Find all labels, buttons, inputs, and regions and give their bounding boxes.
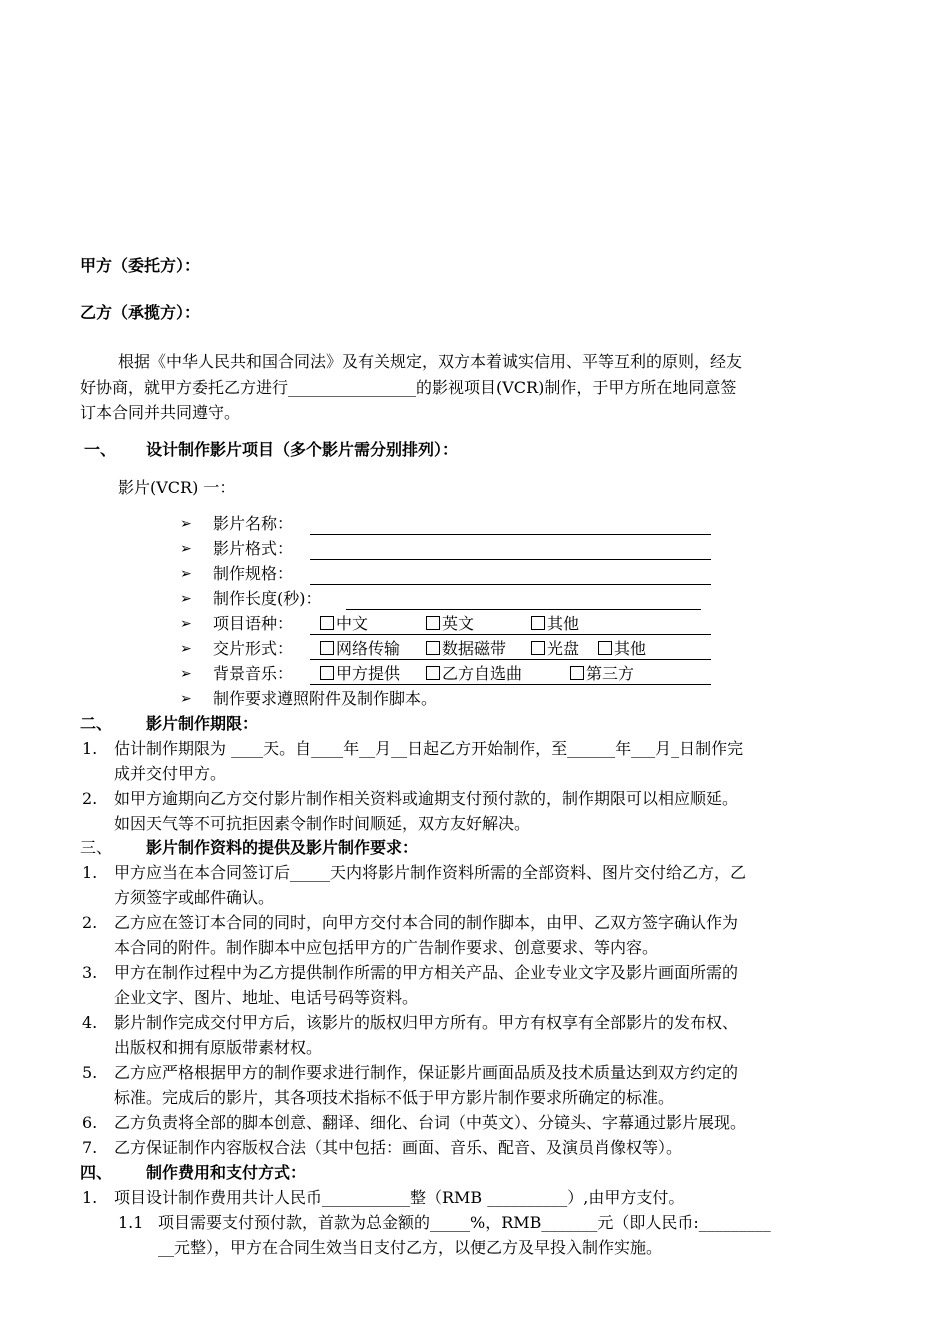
section-1-number: 一、: [84, 440, 117, 459]
production-spec-label: 制作规格：: [213, 564, 294, 583]
clause-number: 2.: [82, 789, 98, 808]
music-option-third-party[interactable]: 第三方: [570, 663, 634, 685]
intro-line-2: 好协商，就甲方委托乙方进行________________的影视项目(VCR)制作，于甲方所在地同意签: [80, 378, 737, 397]
clause-number: 1.: [82, 863, 98, 882]
checkbox-icon[interactable]: [320, 616, 334, 630]
bullet-icon: ➢: [180, 666, 192, 682]
language-option-english[interactable]: 英文: [426, 613, 474, 635]
checkbox-icon[interactable]: [320, 666, 334, 680]
section-3-clause-6-line-1: 乙方负责将全部的脚本创意、翻译、细化、台词（中英文）、分镜头、字幕通过影片展现。: [114, 1113, 747, 1132]
bullet-icon: ➢: [180, 616, 192, 632]
delivery-option-network[interactable]: 网络传输: [320, 638, 400, 660]
bullet-icon: ➢: [180, 641, 192, 657]
clause-number: 6.: [82, 1113, 98, 1132]
subclause-number: 1.1: [118, 1213, 144, 1232]
intro-line-1: 根据《中华人民共和国合同法》及有关规定，双方本着诚实信用、平等互利的原则，经友: [118, 352, 743, 371]
language-option-other[interactable]: 其他: [531, 613, 579, 635]
section-3-title: 影片制作资料的提供及影片制作要求：: [146, 838, 419, 857]
music-option-party-b[interactable]: 乙方自选曲: [426, 663, 522, 685]
section-2-clause-2-line-2: 如因天气等不可抗拒因素令制作时间顺延，双方友好解决。: [114, 814, 531, 833]
section-4-number: 四、: [80, 1163, 113, 1182]
bullet-icon: ➢: [180, 516, 192, 532]
section-4-clause-1-1-line-1: 项目需要支付预付款，首款为总金额的_____%，RMB_______元（即人民币:_________: [158, 1213, 771, 1232]
project-language-label: 项目语种：: [213, 614, 294, 633]
party-b-label: 乙方（承揽方）：: [80, 303, 201, 322]
project-language-line: [310, 610, 711, 635]
section-2-clause-2-line-1: 如甲方逾期向乙方交付影片制作相关资料或逾期支付预付款的，制作期限可以相应顺延。: [114, 789, 739, 808]
film-name-field[interactable]: [310, 510, 711, 535]
section-4-title: 制作费用和支付方式：: [146, 1163, 307, 1182]
music-option-party-a[interactable]: 甲方提供: [320, 663, 400, 685]
clause-number: 5.: [82, 1063, 98, 1082]
section-3-clause-5-line-2: 标准。完成后的影片，其各项技术指标不低于甲方影片制作要求所确定的标准。: [114, 1088, 675, 1107]
bullet-icon: ➢: [180, 541, 192, 557]
production-requirements-note: 制作要求遵照附件及制作脚本。: [213, 689, 438, 708]
clause-number: 2.: [82, 913, 98, 932]
background-music-label: 背景音乐：: [213, 664, 294, 683]
checkbox-icon[interactable]: [426, 641, 440, 655]
delivery-option-other[interactable]: 其他: [598, 638, 646, 660]
section-3-clause-1-line-2: 方须签字或邮件确认。: [114, 888, 275, 907]
checkbox-icon[interactable]: [426, 616, 440, 630]
bullet-icon: ➢: [180, 691, 192, 707]
delivery-format-label: 交片形式：: [213, 639, 294, 658]
section-4-clause-1-1-line-2: __元整），甲方在合同生效当日支付乙方，以便乙方及早投入制作实施。: [158, 1238, 663, 1257]
film-format-label: 影片格式：: [213, 539, 294, 558]
delivery-option-disc[interactable]: 光盘: [531, 638, 579, 660]
section-3-clause-3-line-1: 甲方在制作过程中为乙方提供制作所需的甲方相关产品、企业专业文字及影片画面所需的: [114, 963, 739, 982]
section-3-clause-4-line-1: 影片制作完成交付甲方后，该影片的版权归甲方所有。甲方有权享有全部影片的发布权、: [114, 1013, 739, 1032]
checkbox-icon[interactable]: [426, 666, 440, 680]
intro-line-3: 订本合同并共同遵守。: [80, 403, 241, 422]
checkbox-icon[interactable]: [531, 641, 545, 655]
section-3-clause-2-line-1: 乙方应在签订本合同的同时，向甲方交付本合同的制作脚本，由甲、乙双方签字确认作为: [114, 913, 739, 932]
clause-number: 1.: [82, 739, 98, 758]
production-length-field[interactable]: [346, 585, 701, 610]
production-spec-field[interactable]: [310, 560, 711, 585]
section-1-title: 设计制作影片项目（多个影片需分别排列）：: [146, 440, 459, 459]
section-3-clause-3-line-2: 企业文字、图片、地址、电话号码等资料。: [114, 988, 419, 1007]
section-3-clause-7-line-1: 乙方保证制作内容版权合法（其中包括：画面、音乐、配音、及演员肖像权等）。: [114, 1138, 683, 1157]
section-3-clause-5-line-1: 乙方应严格根据甲方的制作要求进行制作，保证影片画面品质及技术质量达到双方约定的: [114, 1063, 739, 1082]
section-3-number: 三、: [80, 838, 113, 857]
film-label: 影片(VCR) 一：: [118, 478, 236, 497]
clause-number: 4.: [82, 1013, 98, 1032]
film-format-field[interactable]: [310, 535, 711, 560]
section-3-clause-1-line-1: 甲方应当在本合同签订后_____天内将影片制作资料所需的全部资料、图片交付给乙方，乙: [114, 863, 747, 882]
section-3-clause-4-line-2: 出版权和拥有原版带素材权。: [114, 1038, 323, 1057]
section-2-number: 二、: [80, 714, 113, 733]
checkbox-icon[interactable]: [531, 616, 545, 630]
language-option-chinese[interactable]: 中文: [320, 613, 368, 635]
section-2-clause-1-line-1: 估计制作期限为 ____天。自____年__月__日起乙方开始制作，至______年___月_日制作完: [114, 739, 744, 758]
checkbox-icon[interactable]: [598, 641, 612, 655]
section-2-title: 影片制作期限：: [146, 714, 259, 733]
party-a-label: 甲方（委托方）：: [80, 256, 201, 275]
section-2-clause-1-line-2: 成并交付甲方。: [114, 764, 227, 783]
bullet-icon: ➢: [180, 591, 192, 607]
production-length-label: 制作长度(秒)：: [213, 589, 322, 608]
clause-number: 3.: [82, 963, 98, 982]
section-4-clause-1-line-1: 项目设计制作费用共计人民币___________整（RMB __________）,由甲方支付。: [114, 1188, 685, 1207]
section-3-clause-2-line-2: 本合同的附件。制作脚本中应包括甲方的广告制作要求、创意要求、等内容。: [114, 938, 659, 957]
checkbox-icon[interactable]: [570, 666, 584, 680]
checkbox-icon[interactable]: [320, 641, 334, 655]
bullet-icon: ➢: [180, 566, 192, 582]
clause-number: 1.: [82, 1188, 98, 1207]
clause-number: 7.: [82, 1138, 98, 1157]
delivery-option-tape[interactable]: 数据磁带: [426, 638, 506, 660]
film-name-label: 影片名称：: [213, 514, 294, 533]
